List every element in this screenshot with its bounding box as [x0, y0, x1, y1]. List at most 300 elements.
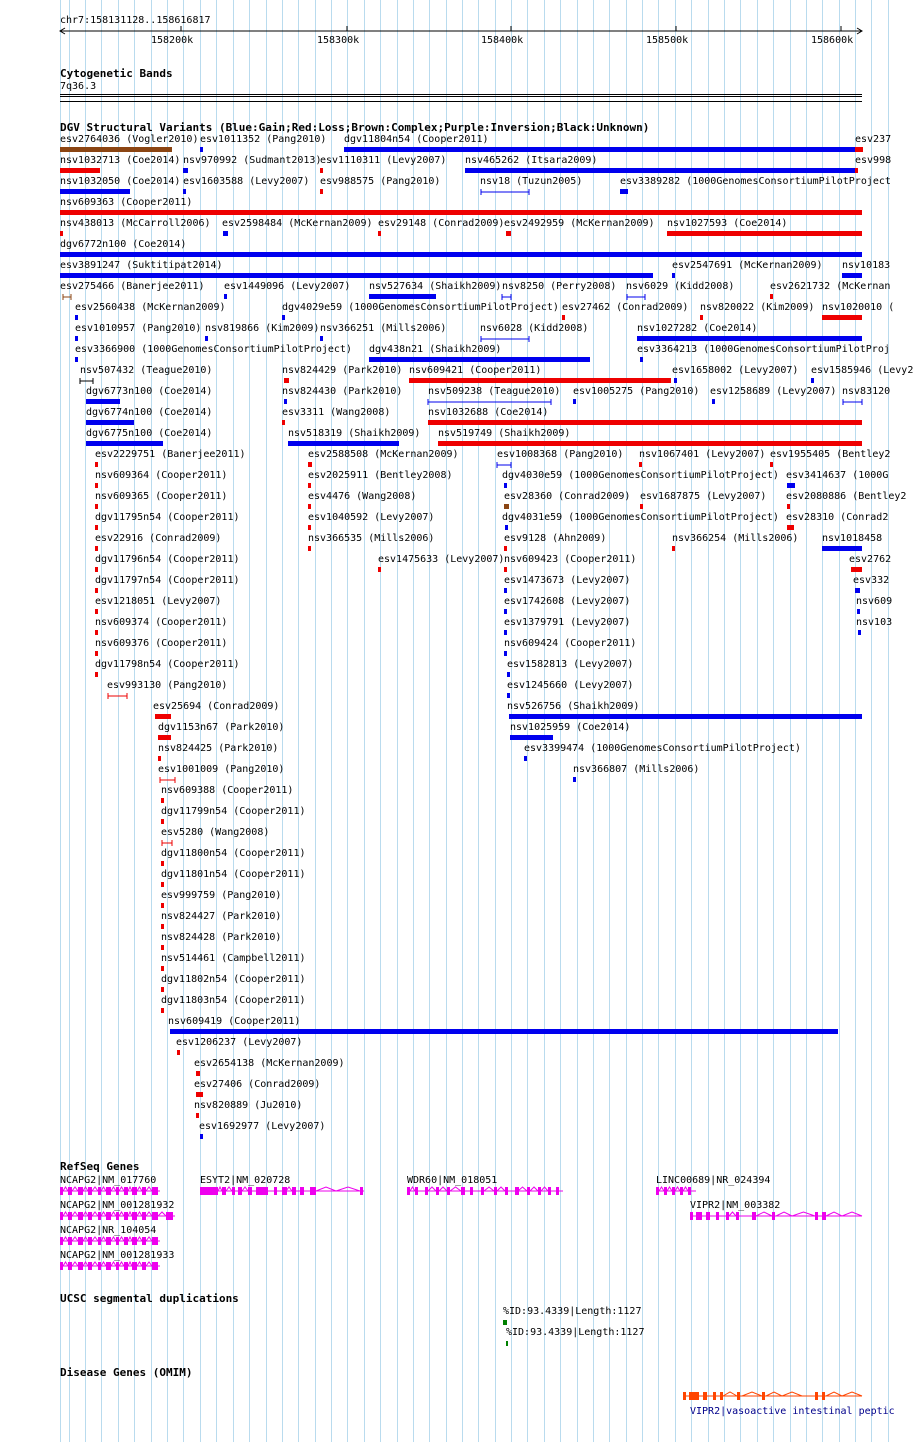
- gene-intron-chevron: [450, 1187, 461, 1191]
- dgv-variant-label-nsv366254: nsv366254 (Mills2006): [672, 533, 799, 544]
- disease-gene-exon: [683, 1392, 686, 1400]
- gene-intron-chevron: [137, 1212, 142, 1216]
- gene-intron-chevron: [146, 1262, 152, 1266]
- gene-exon: [106, 1212, 111, 1220]
- dgv-variant-label-nsv8250: nsv8250 (Perry2008): [502, 281, 617, 292]
- dgv-variant-label-nsv609363: nsv609363 (Cooper2011): [60, 197, 193, 208]
- dgv-variant-label-esv3366900: esv3366900 (1000GenomesConsortiumPilotProject): [75, 344, 352, 355]
- gene-intron-chevron: [101, 1212, 106, 1216]
- gene-exon: [60, 1212, 63, 1220]
- track-title-segmental-duplications: UCSC segmental duplications: [60, 1292, 239, 1305]
- dgv-variant-label-dgv11802n54: dgv11802n54 (Cooper2011): [161, 974, 306, 985]
- gene-intron-chevron: [530, 1187, 538, 1191]
- dgv-variant-label-nsv366535: nsv366535 (Mills2006): [308, 533, 435, 544]
- gene-exon: [494, 1187, 497, 1195]
- gene-exon: [706, 1212, 710, 1220]
- gene-intron-chevron: [826, 1212, 842, 1216]
- dgv-variant-label-dgv4031e59: dgv4031e59 (1000GenomesConsortiumPilotProject): [502, 512, 779, 523]
- gene-exon: [656, 1187, 659, 1195]
- dgv-variant-label-nsv366807: nsv366807 (Mills2006): [573, 764, 700, 775]
- dgv-variant-label-esv1001009: esv1001009 (Pang2010): [158, 764, 285, 775]
- dgv-variant-label-esv3364213: esv3364213 (1000GenomesConsortiumPilotProj: [637, 344, 890, 355]
- gene-exon: [256, 1187, 268, 1195]
- cytoband-label: 7q36.3: [60, 81, 97, 92]
- dgv-variant-label-esv2025911: esv2025911 (Bentley2008): [308, 470, 453, 481]
- segdup-mark: [503, 1320, 507, 1325]
- gene-exon: [132, 1212, 137, 1220]
- dgv-variant-label-dgv11804n54: dgv11804n54 (Cooper2011): [344, 134, 489, 145]
- gene-intron-chevron: [111, 1237, 116, 1241]
- gene-intron-chevron: [72, 1212, 78, 1216]
- disease-gene-exon: [720, 1392, 723, 1400]
- gene-intron-chevron: [428, 1187, 436, 1191]
- gene-exon: [481, 1187, 484, 1195]
- dgv-variant-label-nsv824427: nsv824427 (Park2010): [161, 911, 282, 922]
- gene-label-linc00689: LINC00689|NR_024394: [656, 1175, 771, 1186]
- gene-exon: [78, 1212, 83, 1220]
- track-title-dgv: DGV Structural Variants (Blue:Gain;Red:Loss;Brown:Complex;Purple:Inversion;Black:Unknown): [60, 121, 650, 134]
- gene-intron-chevron: [119, 1262, 124, 1266]
- dgv-variant-label-esv993130: esv993130 (Pang2010): [107, 680, 228, 691]
- ruler-tick-label: 158200k: [151, 35, 194, 46]
- gene-label-ncapg2: NCAPG2|NM_017760: [60, 1175, 157, 1186]
- dgv-variant-label-nsv609423: nsv609423 (Cooper2011): [504, 554, 637, 565]
- gene-exon: [88, 1187, 92, 1195]
- dgv-variant-label-esv1742608: esv1742608 (Levy2007): [504, 596, 631, 607]
- dgv-variant-label-nsv824425: nsv824425 (Park2010): [158, 743, 279, 754]
- dgv-variant-label-nsv366251: nsv366251 (Mills2006): [320, 323, 447, 334]
- dgv-variant-label-nsv1027593: nsv1027593 (Coe2014): [667, 218, 788, 229]
- disease-gene-chevron: [742, 1392, 762, 1396]
- dgv-variant-label-nsv1025959: nsv1025959 (Coe2014): [510, 722, 631, 733]
- dgv-variant-label-nsv609424: nsv609424 (Cooper2011): [504, 638, 637, 649]
- dgv-variant-label-esv3414637: esv3414637 (1000G: [786, 470, 889, 481]
- track-title-cytogenetic-bands: Cytogenetic Bands: [60, 67, 173, 80]
- gene-intron-chevron: [792, 1212, 815, 1216]
- gene-exon: [142, 1187, 146, 1195]
- dgv-variant-label-nsv438013: nsv438013 (McCarroll2006): [60, 218, 211, 229]
- dgv-variant-label-nsv970992: nsv970992 (Sudmant2013): [183, 155, 322, 166]
- gene-exon: [98, 1212, 101, 1220]
- gene-exon: [548, 1187, 551, 1195]
- dgv-variant-label-dgv11796n54: dgv11796n54 (Cooper2011): [95, 554, 240, 565]
- gene-intron-chevron: [111, 1262, 116, 1266]
- disease-gene-label-vipr2: VIPR2|vasoactive intestinal peptic: [690, 1406, 895, 1417]
- dgv-variant-label-nsv527634: nsv527634 (Shaikh2009): [369, 281, 502, 292]
- dgv-variant-label-esv4476: esv4476 (Wang2008): [308, 491, 417, 502]
- gene-intron-chevron: [667, 1187, 672, 1191]
- gene-intron-chevron: [119, 1237, 124, 1241]
- gene-intron-chevron: [683, 1187, 688, 1191]
- gene-exon: [132, 1187, 137, 1195]
- gene-exon: [822, 1212, 826, 1220]
- disease-gene-exon: [713, 1392, 716, 1400]
- disease-gene-exon: [737, 1392, 740, 1400]
- gene-intron-chevron: [63, 1262, 68, 1266]
- gene-intron-chevron: [776, 1212, 792, 1216]
- gene-intron-chevron: [484, 1187, 494, 1191]
- dgv-variant-label-esv1658002: esv1658002 (Levy2007): [672, 365, 799, 376]
- gene-exon: [152, 1262, 158, 1270]
- dgv-variant-label-esv1379791: esv1379791 (Levy2007): [504, 617, 631, 628]
- gene-exon: [232, 1187, 235, 1195]
- gene-exon: [815, 1212, 818, 1220]
- gene-exon: [142, 1237, 146, 1245]
- gene-exon: [772, 1212, 775, 1220]
- gene-exon: [152, 1237, 158, 1245]
- gene-exon: [300, 1187, 304, 1195]
- gene-exon: [132, 1237, 137, 1245]
- gene-exon: [78, 1262, 83, 1270]
- gene-exon: [116, 1212, 119, 1220]
- gene-exon: [200, 1187, 218, 1195]
- gene-exon: [78, 1237, 83, 1245]
- gene-intron-chevron: [659, 1187, 664, 1191]
- dgv-variant-label-esv332: esv332: [853, 575, 890, 586]
- gene-label-esyt2: ESYT2|NM_020728: [200, 1175, 291, 1186]
- dgv-variant-label-nsv526756: nsv526756 (Shaikh2009): [507, 701, 640, 712]
- dgv-variant-label-nsv824429: nsv824429 (Park2010): [282, 365, 403, 376]
- gene-exon: [132, 1262, 137, 1270]
- dgv-variant-label-nsv609388: nsv609388 (Cooper2011): [161, 785, 294, 796]
- gene-exon: [680, 1187, 683, 1195]
- gene-exon: [116, 1187, 119, 1195]
- track-title-refseq-genes: RefSeq Genes: [60, 1160, 140, 1173]
- dgv-variant-label-nsv609365: nsv609365 (Cooper2011): [95, 491, 228, 502]
- dgv-variant-label-esv1692977: esv1692977 (Levy2007): [199, 1121, 326, 1132]
- gene-intron-chevron: [146, 1187, 152, 1191]
- gene-exon: [415, 1187, 418, 1195]
- dgv-variant-label-dgv6773n100: dgv6773n100 (Coe2014): [86, 386, 213, 397]
- dgv-variant-label-esv237: esv237: [855, 134, 892, 145]
- gene-intron-chevron: [137, 1262, 142, 1266]
- gene-exon: [461, 1187, 465, 1195]
- gene-intron-chevron: [218, 1187, 222, 1191]
- dgv-variant-label-dgv11798n54: dgv11798n54 (Cooper2011): [95, 659, 240, 670]
- segdup-label: %ID:93.4339|Length:1127: [506, 1327, 645, 1338]
- dgv-variant-label-esv1005275: esv1005275 (Pang2010): [573, 386, 700, 397]
- gene-exon: [166, 1212, 173, 1220]
- dgv-variant-label-esv1449096: esv1449096 (Levy2007): [224, 281, 351, 292]
- dgv-variant-label-nsv6029: nsv6029 (Kidd2008): [626, 281, 735, 292]
- gene-exon: [527, 1187, 530, 1195]
- dgv-variant-label-esv22916: esv22916 (Conrad2009): [95, 533, 222, 544]
- ruler-tick-label: 158300k: [317, 35, 360, 46]
- gene-intron-chevron: [83, 1262, 88, 1266]
- gene-intron-chevron: [675, 1187, 680, 1191]
- gene-intron-chevron: [336, 1187, 360, 1191]
- dgv-variant-label-esv1582813: esv1582813 (Levy2007): [507, 659, 634, 670]
- gene-intron-chevron: [83, 1212, 88, 1216]
- gene-intron-chevron: [137, 1237, 142, 1241]
- gene-intron-chevron: [146, 1237, 152, 1241]
- dgv-variant-label-nsv1067401: nsv1067401 (Levy2007): [639, 449, 766, 460]
- dgv-variant-label-nsv518319: nsv518319 (Shaikh2009): [288, 428, 421, 439]
- dgv-variant-label-esv1687875: esv1687875 (Levy2007): [640, 491, 767, 502]
- track-title-disease-genes: Disease Genes (OMIM): [60, 1366, 193, 1379]
- dgv-variant-label-esv3891247: esv3891247 (Suktitipat2014): [60, 260, 223, 271]
- gene-exon: [238, 1187, 242, 1195]
- gene-exon: [672, 1187, 675, 1195]
- gene-exon: [142, 1262, 146, 1270]
- dgv-variant-label-esv1010957: esv1010957 (Pang2010): [75, 323, 202, 334]
- dgv-variant-label-nsv609421: nsv609421 (Cooper2011): [409, 365, 542, 376]
- gene-exon: [425, 1187, 428, 1195]
- gene-exon: [124, 1187, 128, 1195]
- dgv-variant-label-esv3399474: esv3399474 (1000GenomesConsortiumPilotProject): [524, 743, 801, 754]
- gene-exon: [726, 1212, 729, 1220]
- gene-exon: [407, 1187, 410, 1195]
- disease-gene-chevron: [842, 1392, 862, 1396]
- gene-label-wdr60: WDR60|NM_018051: [407, 1175, 498, 1186]
- dgv-variant-label-dgv11797n54: dgv11797n54 (Cooper2011): [95, 575, 240, 586]
- dgv-variant-label-esv2547691: esv2547691 (McKernan2009): [672, 260, 823, 271]
- gene-intron-chevron: [119, 1187, 124, 1191]
- disease-gene-exon: [689, 1392, 699, 1400]
- gene-exon: [360, 1187, 363, 1195]
- gene-intron-chevron: [729, 1212, 736, 1216]
- gene-intron-chevron: [63, 1212, 68, 1216]
- gene-exon: [60, 1262, 63, 1270]
- gene-exon: [116, 1237, 119, 1245]
- gene-intron-chevron: [63, 1237, 68, 1241]
- gene-intron-chevron: [137, 1187, 142, 1191]
- dgv-variant-label-esv2762: esv2762: [849, 554, 892, 565]
- gene-exon: [60, 1187, 63, 1195]
- dgv-variant-label-dgv11801n54: dgv11801n54 (Cooper2011): [161, 869, 306, 880]
- dgv-variant-label-dgv6774n100: dgv6774n100 (Coe2014): [86, 407, 213, 418]
- disease-gene-chevron: [723, 1392, 737, 1396]
- gene-intron-chevron: [518, 1187, 527, 1191]
- dgv-variant-label-nsv819866: nsv819866 (Kim2009): [205, 323, 320, 334]
- gene-intron-chevron: [92, 1237, 98, 1241]
- gene-intron-chevron: [226, 1187, 232, 1191]
- gene-exon: [88, 1212, 92, 1220]
- gene-intron-chevron: [541, 1187, 548, 1191]
- dgv-variant-label-esv3389282: esv3389282 (1000GenomesConsortiumPilotProject: [620, 176, 891, 187]
- dgv-variant-label-esv999759: esv999759 (Pang2010): [161, 890, 282, 901]
- gene-exon: [152, 1187, 158, 1195]
- gene-intron-chevron: [146, 1212, 152, 1216]
- dgv-variant-label-esv1218051: esv1218051 (Levy2007): [95, 596, 222, 607]
- gene-intron-chevron: [128, 1187, 132, 1191]
- dgv-variant-label-esv1585946: esv1585946 (Levy2: [811, 365, 913, 376]
- dgv-variant-label-esv2764036: esv2764036 (Vogler2010): [60, 134, 199, 145]
- gene-exon: [68, 1187, 72, 1195]
- gene-label-ncapg2: NCAPG2|NM_001281933: [60, 1250, 175, 1261]
- gene-exon: [222, 1187, 226, 1195]
- dgv-variant-label-nsv83120: nsv83120: [842, 386, 891, 397]
- dgv-variant-label-nsv507432: nsv507432 (Teague2010): [80, 365, 213, 376]
- dgv-variant-label-dgv1153n67: dgv1153n67 (Park2010): [158, 722, 285, 733]
- gene-intron-chevron: [158, 1212, 166, 1216]
- dgv-variant-label-nsv820889: nsv820889 (Ju2010): [194, 1100, 303, 1111]
- gene-intron-chevron: [842, 1212, 862, 1216]
- gene-intron-chevron: [83, 1237, 88, 1241]
- dgv-variant-label-dgv6775n100: dgv6775n100 (Coe2014): [86, 428, 213, 439]
- dgv-variant-label-nsv1032688: nsv1032688 (Coe2014): [428, 407, 549, 418]
- gene-exon: [88, 1237, 92, 1245]
- dgv-variant-label-nsv609374: nsv609374 (Cooper2011): [95, 617, 228, 628]
- dgv-variant-label-nsv10183: nsv10183: [842, 260, 891, 271]
- dgv-variant-label-nsv18: nsv18 (Tuzun2005): [480, 176, 583, 187]
- dgv-variant-label-nsv1020010: nsv1020010 (: [822, 302, 895, 313]
- dgv-variant-label-nsv1027282: nsv1027282 (Coe2014): [637, 323, 758, 334]
- dgv-variant-label-dgv11799n54: dgv11799n54 (Cooper2011): [161, 806, 306, 817]
- gene-intron-chevron: [128, 1237, 132, 1241]
- gene-exon: [116, 1262, 119, 1270]
- ruler-tick-label: 158400k: [481, 35, 524, 46]
- dgv-variant-label-esv1008368: esv1008368 (Pang2010): [497, 449, 624, 460]
- dgv-variant-label-nsv824428: nsv824428 (Park2010): [161, 932, 282, 943]
- gene-exon: [664, 1187, 667, 1195]
- disease-gene-chevron: [782, 1392, 802, 1396]
- dgv-variant-label-esv1011352: esv1011352 (Pang2010): [200, 134, 327, 145]
- gene-exon: [248, 1187, 252, 1195]
- gene-exon: [98, 1237, 101, 1245]
- dgv-variant-label-esv1475633: esv1475633 (Levy2007): [378, 554, 505, 565]
- gene-intron-chevron: [128, 1212, 132, 1216]
- dgv-variant-label-esv27462: esv27462 (Conrad2009): [562, 302, 689, 313]
- gene-intron-chevron: [101, 1187, 106, 1191]
- gene-intron-chevron: [111, 1212, 116, 1216]
- gene-exon: [98, 1262, 101, 1270]
- dgv-variant-label-esv2492959: esv2492959 (McKernan2009): [504, 218, 655, 229]
- dgv-variant-label-esv28310: esv28310 (Conrad2: [786, 512, 889, 523]
- dgv-variant-label-esv2560438: esv2560438 (McKernan2009): [75, 302, 226, 313]
- dgv-variant-label-esv2588508: esv2588508 (McKernan2009): [308, 449, 459, 460]
- gene-exon: [124, 1212, 128, 1220]
- dgv-variant-label-esv25694: esv25694 (Conrad2009): [153, 701, 280, 712]
- gene-intron-chevron: [242, 1187, 248, 1191]
- gene-exon: [696, 1212, 702, 1220]
- dgv-variant-label-esv1473673: esv1473673 (Levy2007): [504, 575, 631, 586]
- gene-label-ncapg2: NCAPG2|NR_104054: [60, 1225, 157, 1236]
- dgv-variant-label-dgv6772n100: dgv6772n100 (Coe2014): [60, 239, 187, 250]
- gene-label-vipr2: VIPR2|NM_003382: [690, 1200, 781, 1211]
- gene-exon: [60, 1237, 63, 1245]
- dgv-variant-label-nsv509238: nsv509238 (Teague2010): [428, 386, 561, 397]
- gene-intron-chevron: [92, 1262, 98, 1266]
- segdup-mark: [506, 1341, 508, 1346]
- gene-exon: [436, 1187, 439, 1195]
- gene-exon: [505, 1187, 508, 1195]
- gene-intron-chevron: [72, 1237, 78, 1241]
- dgv-variant-label-esv2654138: esv2654138 (McKernan2009): [194, 1058, 345, 1069]
- gene-exon: [106, 1262, 111, 1270]
- gene-exon: [68, 1237, 72, 1245]
- dgv-variant-label-dgv438n21: dgv438n21 (Shaikh2009): [369, 344, 502, 355]
- gene-label-ncapg2: NCAPG2|NM_001281932: [60, 1200, 175, 1211]
- dgv-variant-label-nsv1018458: nsv1018458: [822, 533, 883, 544]
- dgv-variant-label-nsv609419: nsv609419 (Cooper2011): [168, 1016, 301, 1027]
- dgv-variant-label-esv275466: esv275466 (Banerjee2011): [60, 281, 205, 292]
- gene-exon: [124, 1262, 128, 1270]
- gene-exon: [88, 1262, 92, 1270]
- gene-exon: [736, 1212, 739, 1220]
- dgv-variant-label-nsv1032050: nsv1032050 (Coe2014): [60, 176, 181, 187]
- dgv-variant-label-esv27406: esv27406 (Conrad2009): [194, 1079, 321, 1090]
- gene-intron-chevron: [101, 1262, 106, 1266]
- gene-exon: [152, 1212, 158, 1220]
- gene-intron-chevron: [111, 1187, 116, 1191]
- dgv-variant-label-esv998: esv998: [855, 155, 892, 166]
- gene-exon: [68, 1212, 72, 1220]
- gene-intron-chevron: [63, 1187, 68, 1191]
- gene-exon: [78, 1187, 83, 1195]
- gene-exon: [142, 1212, 146, 1220]
- dgv-variant-label-nsv514461: nsv514461 (Campbell2011): [161, 953, 306, 964]
- gene-exon: [716, 1212, 719, 1220]
- ruler-tick-label: 158500k: [646, 35, 689, 46]
- gene-exon: [690, 1212, 693, 1220]
- disease-gene-chevron: [766, 1392, 782, 1396]
- gene-intron-chevron: [92, 1212, 98, 1216]
- gene-exon: [310, 1187, 316, 1195]
- gene-exon: [124, 1237, 128, 1245]
- dgv-variant-label-nsv609: nsv609: [856, 596, 893, 607]
- gene-exon: [68, 1262, 72, 1270]
- gene-intron-chevron: [316, 1187, 336, 1191]
- gene-intron-chevron: [439, 1187, 447, 1191]
- dgv-variant-label-dgv4029e59: dgv4029e59 (1000GenomesConsortiumPilotProject): [282, 302, 559, 313]
- dgv-variant-label-nsv519749: nsv519749 (Shaikh2009): [438, 428, 571, 439]
- dgv-variant-label-esv1603588: esv1603588 (Levy2007): [183, 176, 310, 187]
- dgv-variant-label-esv2598484: esv2598484 (McKernan2009): [222, 218, 373, 229]
- dgv-variant-label-nsv1032713: nsv1032713 (Coe2014): [60, 155, 181, 166]
- dgv-variant-label-esv2229751: esv2229751 (Banerjee2011): [95, 449, 246, 460]
- disease-gene-exon: [703, 1392, 707, 1400]
- dgv-variant-label-dgv11803n54: dgv11803n54 (Cooper2011): [161, 995, 306, 1006]
- dgv-variant-label-esv5280: esv5280 (Wang2008): [161, 827, 270, 838]
- dgv-variant-label-nsv6028: nsv6028 (Kidd2008): [480, 323, 589, 334]
- gene-exon: [98, 1187, 101, 1195]
- gene-exon: [274, 1187, 277, 1195]
- dgv-variant-label-esv1955405: esv1955405 (Bentley2: [770, 449, 891, 460]
- gene-exon: [447, 1187, 450, 1195]
- dgv-variant-label-nsv824430: nsv824430 (Park2010): [282, 386, 403, 397]
- disease-gene-chevron: [826, 1392, 842, 1396]
- gene-intron-chevron: [72, 1187, 78, 1191]
- dgv-variant-label-esv1040592: esv1040592 (Levy2007): [308, 512, 435, 523]
- dgv-variant-label-esv1206237: esv1206237 (Levy2007): [176, 1037, 303, 1048]
- dgv-variant-label-esv2080886: esv2080886 (Bentley2: [786, 491, 907, 502]
- disease-gene-exon: [822, 1392, 825, 1400]
- ruler-tick-label: 158600k: [811, 35, 854, 46]
- dgv-variant-label-nsv609376: nsv609376 (Cooper2011): [95, 638, 228, 649]
- disease-gene-exon: [762, 1392, 765, 1400]
- dgv-variant-label-dgv11800n54: dgv11800n54 (Cooper2011): [161, 848, 306, 859]
- gene-exon: [292, 1187, 296, 1195]
- dgv-variant-label-dgv4030e59: dgv4030e59 (1000GenomesConsortiumPilotProject): [502, 470, 779, 481]
- dgv-variant-label-esv1245660: esv1245660 (Levy2007): [507, 680, 634, 691]
- gene-exon: [752, 1212, 756, 1220]
- gene-exon: [688, 1187, 691, 1195]
- gene-exon: [556, 1187, 559, 1195]
- dgv-variant-label-esv1258689: esv1258689 (Levy2007): [710, 386, 837, 397]
- dgv-variant-label-nsv465262: nsv465262 (Itsara2009): [465, 155, 598, 166]
- dgv-variant-label-esv988575: esv988575 (Pang2010): [320, 176, 441, 187]
- gene-intron-chevron: [119, 1212, 124, 1216]
- gene-intron-chevron: [101, 1237, 106, 1241]
- dgv-variant-label-dgv11795n54: dgv11795n54 (Cooper2011): [95, 512, 240, 523]
- gene-exon: [106, 1237, 111, 1245]
- dgv-variant-label-esv28360: esv28360 (Conrad2009): [504, 491, 631, 502]
- position-label: chr7:158131128..158616817: [60, 15, 211, 26]
- gene-intron-chevron: [92, 1187, 98, 1191]
- gene-exon: [538, 1187, 541, 1195]
- gene-intron-chevron: [72, 1262, 78, 1266]
